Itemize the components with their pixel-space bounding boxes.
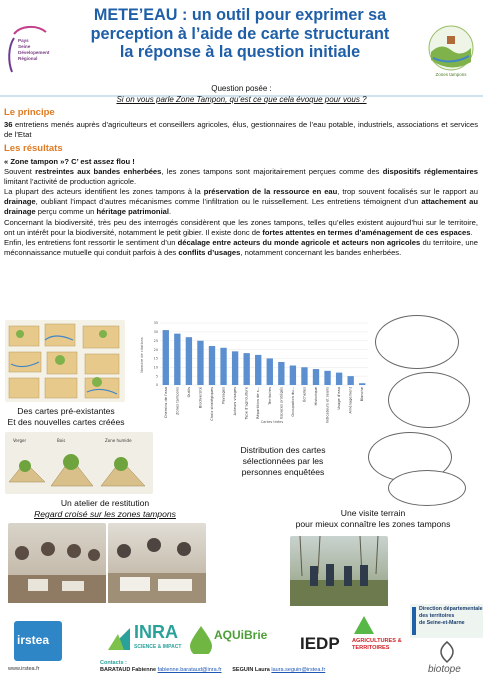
field-visit-photo <box>290 536 388 606</box>
chart-bar <box>220 348 226 385</box>
ddt-line: de Seine-et-Marne <box>419 620 465 626</box>
chart-x-tick-label: Paysages <box>221 387 226 404</box>
chart-x-tick-label: Aménagement <box>348 387 353 414</box>
card-distribution-chart <box>132 315 372 425</box>
inra-leaf-icon <box>104 624 134 654</box>
contact-1-name: BARATAUD Fabienne <box>100 667 157 673</box>
results-paragraph-2 <box>4 187 478 217</box>
chart-x-tick-label: Espaces protégés <box>279 387 284 419</box>
chart-bar <box>209 346 215 385</box>
chart-bar <box>232 351 238 385</box>
visite-caption <box>268 508 478 530</box>
chart-x-tick-label: Échelles <box>302 387 307 402</box>
caption-line: pour mieux connaître les zones tampons <box>295 519 451 529</box>
new-maps-illustration <box>5 432 153 494</box>
caption-line: Des cartes pré-existantes <box>17 406 115 416</box>
inra-logo-subtitle: SCIENCE & IMPACT <box>134 644 182 650</box>
results-paragraph-1 <box>4 167 478 187</box>
quote-bubble <box>388 470 466 506</box>
chart-x-tick-label: Indicateurs et seuils <box>325 387 330 424</box>
chart-bars <box>163 330 366 385</box>
preexisting-maps-illustration <box>5 320 125 402</box>
chart-y-tick-label: 15 <box>153 356 158 361</box>
svg-text:Zone humide: Zone humide <box>105 438 132 443</box>
principe-paragraph <box>4 120 478 140</box>
svg-text:Bois: Bois <box>57 438 66 443</box>
iedp-logo <box>300 632 344 656</box>
caption-line: personnes enquêtées <box>241 467 325 477</box>
inra-logo <box>104 622 184 658</box>
left-logo-line: Seine <box>18 44 31 49</box>
principe-heading: Le principe <box>4 107 55 118</box>
text-run: . <box>169 207 172 217</box>
chart-bar <box>347 376 353 385</box>
resultats-body <box>4 157 478 258</box>
bold-run: conflits d’usages <box>178 247 241 257</box>
question-label: Question posée : <box>211 84 272 93</box>
chart-y-tick-label: 5 <box>155 374 158 379</box>
text-run: . <box>470 227 473 237</box>
title-line: la réponse à la question initiale <box>119 43 361 61</box>
ddt-line: Direction départementale <box>419 606 483 612</box>
new-map-cards-icon <box>5 432 153 494</box>
chart-bar <box>301 367 307 385</box>
question-text: Si on vous parle Zone Tampon, qu’est ce que cela évoque pour vous ? <box>116 95 367 104</box>
chart-x-axis-label: Cartes tirées <box>260 420 284 424</box>
contact-2-email-link[interactable]: laura.seguin@irstea.fr <box>271 667 326 673</box>
contacts-block <box>100 660 325 674</box>
contacts-label: Contacts : <box>100 660 127 666</box>
chart-bar <box>163 330 169 385</box>
left-logo-text <box>18 38 49 62</box>
chart-y-tick-label: 0 <box>155 383 158 388</box>
interview-count: 36 <box>4 120 13 129</box>
people-at-table-icon <box>8 523 106 603</box>
atelier-caption <box>10 498 200 520</box>
contact-1-email-link[interactable]: fabienne.barataud@inra.fr <box>157 667 222 673</box>
resultats-heading: Les résultats <box>4 143 63 154</box>
workshop-photo-2 <box>108 523 206 603</box>
text-run: La plupart des acteurs identifient les zones tampons à la <box>4 187 204 197</box>
text-run: , trop souvent focalisés sur le rapport au <box>337 187 478 197</box>
caption-line: Un atelier de restitution <box>60 498 150 508</box>
chart-bar <box>313 369 319 385</box>
chart-bar <box>290 366 296 385</box>
ddt-flag-icon <box>412 607 416 635</box>
map-cards-icon <box>5 320 125 402</box>
chart-x-tick-label: Biodiversité <box>198 387 203 409</box>
people-around-maps-icon <box>108 523 206 603</box>
chart-x-tick-label: Outils <box>186 387 191 398</box>
chart-bar <box>186 337 192 385</box>
agriculture-territoires-logo <box>352 614 410 658</box>
maps-caption <box>2 406 130 428</box>
right-zone-tampon-logo <box>425 22 477 82</box>
text-run: , les zones tampons sont majoritairement perçues comme des <box>161 167 383 177</box>
chart-bar <box>278 362 284 385</box>
bold-run: préservation de la ressource en eau <box>203 187 338 197</box>
bold-run: drainage <box>4 197 36 207</box>
quote-bubble <box>375 315 459 369</box>
inra-logo-text: INRA <box>134 622 178 642</box>
left-logo-line: Dévelopement <box>18 50 50 55</box>
chart-x-tick-label: Territoires <box>267 387 272 405</box>
chart-bar <box>174 334 180 385</box>
principe-text: entretiens menés auprès d’agriculteurs et conseillers agricoles, élus, gestionnaires de l’eau potable, industriels, associations et services de l’Etat <box>4 120 478 139</box>
contact-2-name: SEGUIN Laura <box>232 667 270 673</box>
ddt-logo <box>410 604 483 638</box>
biotope-logo <box>418 640 478 678</box>
text-run: perçu comme un <box>35 207 97 217</box>
ddt-logo-text <box>419 606 483 627</box>
chart-y-ticks <box>154 321 158 387</box>
chart-x-tick-label: Répartition de s... <box>256 387 261 419</box>
title-line: perception à l’aide de carte structurant <box>90 24 390 43</box>
left-logo-line: Pays <box>18 38 29 43</box>
chart-x-tick-label: Chemins de l’eau <box>163 387 168 419</box>
aquibrie-logo-text: AQUiBrie <box>214 628 268 642</box>
left-logo-line: Régional <box>18 56 38 61</box>
poster-title <box>62 6 418 62</box>
chart-x-tick-label: Acteurs visages <box>233 387 238 416</box>
text-run: limitant l’activité de production agricole. <box>4 177 137 187</box>
biotope-logo-text: biotope <box>428 664 461 675</box>
text-run: du territoire, une méconnaissance mutuelle qui conduit parfois à des <box>4 237 478 257</box>
caption-line: Et des nouvelles cartes créées <box>7 417 125 427</box>
right-logo-label: Zones tampons <box>435 72 467 77</box>
people-in-field-icon <box>290 536 388 606</box>
chart-x-tick-label: Usage d’eau <box>337 387 342 410</box>
chart-x-tick-label: Zones tampons <box>175 387 180 415</box>
agriculture-logo-text: AGRICULTURES & TERRITOIRES <box>352 638 402 651</box>
chart-y-tick-label: 35 <box>153 321 158 326</box>
chart-y-tick-label: 10 <box>153 365 158 370</box>
chart-bar <box>359 383 365 385</box>
caption-line: Une visite terrain <box>340 508 406 518</box>
caption-line-underlined: Regard croisé sur les zones tampons <box>34 509 176 519</box>
chart-bar <box>336 373 342 385</box>
svg-text:Verger: Verger <box>13 438 27 443</box>
caption-line: Distribution des cartes <box>240 445 326 455</box>
chart-x-tick-label: Blanche <box>360 387 365 402</box>
bold-run: restreintes aux bandes enherbées <box>35 167 162 177</box>
irstea-logo-text: irstea <box>17 633 50 647</box>
text-run: Concernant la biodiversité, très peu des interrogés considèrent que les zones tampons, telles qu’elles existent aujourd’hui sur le territoire, ont un intérêt pour la biodiversité, notamment le petit gibier. Il existe donc de <box>4 217 478 237</box>
text-run: , oubliant l’impact d’autres mécanismes comme l’infiltration ou le ruissellement. Les entretiens témoignent d’un <box>35 197 422 207</box>
results-paragraph-3 <box>4 218 478 238</box>
chart-x-tick-label: Historique <box>314 387 318 406</box>
aquibrie-logo <box>188 622 278 658</box>
droplet-icon <box>188 624 214 654</box>
chart-x-tick-label: Type d’agriculture <box>244 387 249 420</box>
bold-run: attachement au drainage <box>4 197 478 217</box>
workshop-photo-1 <box>8 523 106 603</box>
text-run: Enfin, les entretiens font ressortir le sentiment d’un <box>4 237 178 247</box>
chart-bar <box>324 371 330 385</box>
bold-run: fortes attentes en termes d’aménagement de ces espaces <box>262 227 471 237</box>
bold-run: décalage entre acteurs du monde agricole et acteurs non agricoles <box>177 237 421 247</box>
title-line: METE’EAU : un outil pour exprimer sa <box>93 6 387 24</box>
chart-y-tick-label: 30 <box>153 330 158 335</box>
ddt-line: des territoires <box>419 613 455 619</box>
left-project-logo <box>6 22 58 82</box>
chart-x-tick-label: Occupation du... <box>290 387 295 417</box>
bold-run: héritage patrimonial <box>96 207 170 217</box>
bold-run: dispositifs réglementaires <box>382 167 478 177</box>
irstea-logo <box>14 621 62 661</box>
iedp-logo-text: IEDP <box>300 634 340 653</box>
distribution-caption <box>218 445 348 478</box>
chart-y-tick-label: 20 <box>153 347 158 352</box>
results-lead: « Zone tampon »? C’ est assez flou ! <box>4 157 135 166</box>
chart-y-axis-label: Nombre de citations <box>140 337 144 373</box>
chart-bar <box>267 358 273 385</box>
chart-x-ticks <box>164 386 364 423</box>
chart-bar <box>255 355 261 385</box>
caption-line: sélectionnées par les <box>242 456 324 466</box>
biotope-leaf-icon <box>436 640 458 664</box>
chart-bar <box>197 341 203 385</box>
quote-bubble <box>388 372 470 428</box>
chart-y-tick-label: 25 <box>153 338 158 343</box>
chambre-agriculture-icon <box>352 614 376 636</box>
results-paragraph-4 <box>4 238 478 258</box>
irstea-url: www.irstea.fr <box>8 666 40 672</box>
chart-bar <box>243 353 249 385</box>
text-run: , notamment concernant les bandes enherbées. <box>240 247 402 257</box>
chart-x-tick-label: Choix stratégiques <box>210 387 214 421</box>
text-run: Souvent <box>4 167 36 177</box>
